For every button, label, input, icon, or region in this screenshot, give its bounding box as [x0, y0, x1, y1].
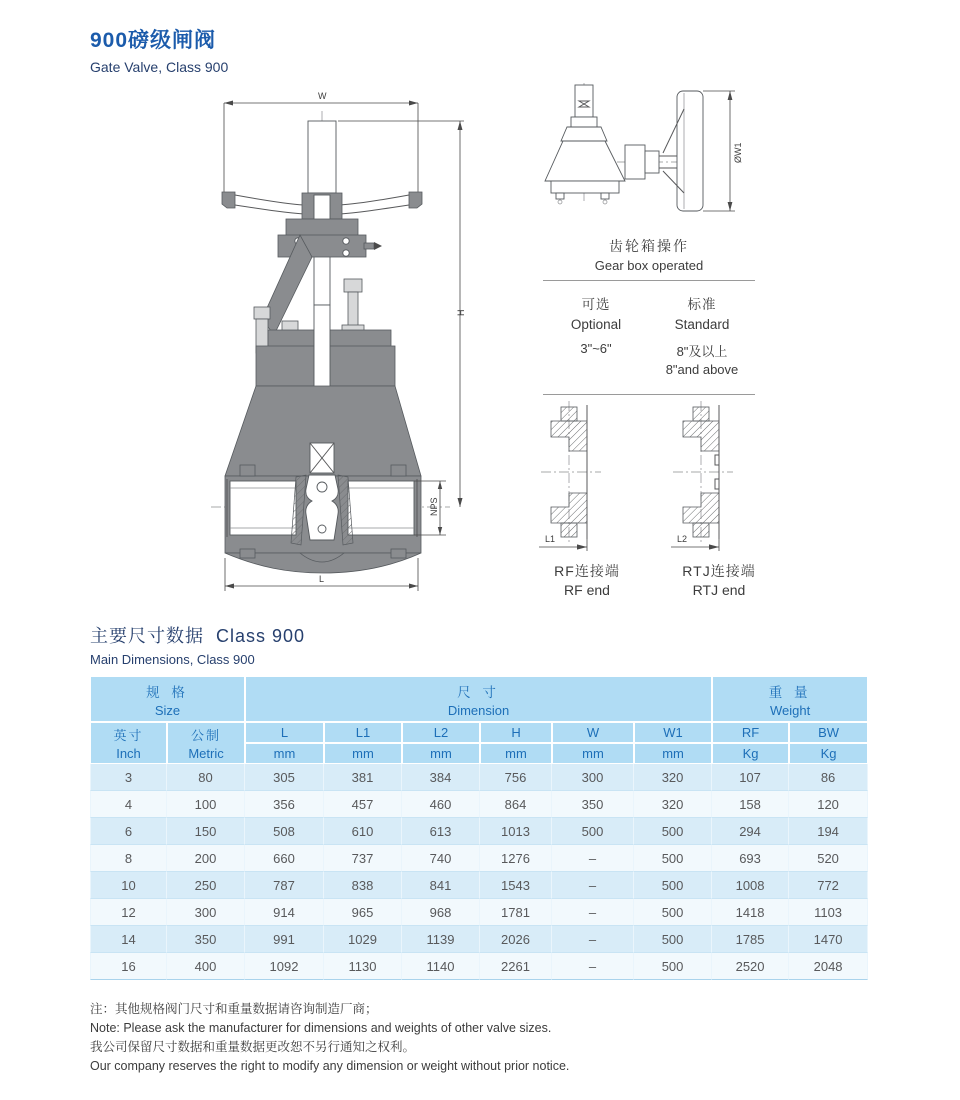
table-cell: 500: [552, 818, 634, 845]
table-cell: 10: [90, 872, 167, 899]
standard-sizes-zh: 8"及以上: [676, 344, 728, 359]
table-cell: 100: [167, 791, 245, 818]
table-cell: 294: [712, 818, 789, 845]
dim-label-h: H: [456, 309, 466, 316]
section-subtitle: Main Dimensions, Class 900: [90, 652, 255, 667]
table-cell: 610: [324, 818, 402, 845]
table-cell: 1781: [480, 899, 552, 926]
unit-H: mm: [480, 743, 552, 764]
table-cell: 350: [167, 926, 245, 953]
optional-label-zh: 可选: [581, 297, 611, 312]
column-header-RF: RF: [712, 722, 789, 743]
table-cell: 120: [789, 791, 868, 818]
rf-caption-zh: RF连接端: [554, 563, 620, 579]
dimension-group-zh: 尺 寸: [457, 684, 500, 700]
section-title-zh: 主要尺寸数据: [90, 626, 204, 646]
flange-figures: [543, 399, 755, 617]
table-cell: 841: [402, 872, 480, 899]
dim-label-l1: L1: [545, 534, 556, 544]
table-cell: 1029: [324, 926, 402, 953]
rtj-flange-drawing: [671, 399, 743, 555]
section-title-block: [90, 622, 305, 667]
optional-label-en: Optional: [570, 317, 622, 332]
rf-caption-en: RF end: [564, 582, 610, 598]
table-cell: 968: [402, 899, 480, 926]
table-cell: –: [552, 899, 634, 926]
table-cell: 740: [402, 845, 480, 872]
table-cell: 500: [634, 953, 712, 980]
page-subtitle: Gate Valve, Class 900: [90, 59, 229, 75]
table-row: [90, 791, 868, 818]
dimension-group-en: Dimension: [447, 702, 510, 718]
table-cell: 250: [167, 872, 245, 899]
page-title-block: [90, 24, 228, 75]
table-cell: 914: [245, 899, 324, 926]
weight-group-en: Weight: [769, 702, 811, 718]
table-cell: 1139: [402, 926, 480, 953]
table-cell: 4: [90, 791, 167, 818]
weight-group-zh: 重 量: [768, 684, 812, 700]
table-row: [90, 872, 868, 899]
unit-BW: Kg: [789, 743, 868, 764]
unit-W: mm: [552, 743, 634, 764]
table-cell: 772: [789, 872, 868, 899]
table-row: [90, 818, 868, 845]
note-line-en2: Our company reserves the right to modify any dimension or weight without prior notice.: [90, 1059, 570, 1073]
rtj-caption-zh: RTJ连接端: [682, 563, 756, 579]
table-cell: 3: [90, 764, 167, 791]
table-cell: 2261: [480, 953, 552, 980]
unit-W1: mm: [634, 743, 712, 764]
table-cell: 300: [167, 899, 245, 926]
table-cell: 864: [480, 791, 552, 818]
table-cell: 1103: [789, 899, 868, 926]
table-cell: 194: [789, 818, 868, 845]
note-line-en1: Note: Please ask the manufacturer for dimensions and weights of other valve sizes.: [90, 1021, 552, 1035]
column-header-H: H: [480, 722, 552, 743]
table-cell: 320: [634, 791, 712, 818]
table-cell: –: [552, 926, 634, 953]
table-cell: 1543: [480, 872, 552, 899]
unit-L: mm: [245, 743, 324, 764]
table-body: [90, 764, 868, 980]
table-cell: 300: [552, 764, 634, 791]
note-line-zh2: 我公司保留尺寸数据和重量数据更改恕不另行通知之权利。: [90, 1040, 416, 1054]
table-cell: 500: [634, 899, 712, 926]
table-row: [90, 899, 868, 926]
table-cell: –: [552, 872, 634, 899]
table-row: [90, 845, 868, 872]
dim-label-w1: ØW1: [733, 142, 743, 163]
column-header-L1: L1: [324, 722, 402, 743]
table-cell: 8: [90, 845, 167, 872]
table-cell: 14: [90, 926, 167, 953]
gearbox-caption-en: Gear box operated: [594, 258, 704, 273]
column-header-W: W: [552, 722, 634, 743]
table-cell: 1140: [402, 953, 480, 980]
table-cell: 1092: [245, 953, 324, 980]
dim-label-l: L: [319, 574, 325, 584]
column-header-L: L: [245, 722, 324, 743]
table-cell: 1276: [480, 845, 552, 872]
section-title-class: Class 900: [216, 626, 306, 646]
table-row: [90, 953, 868, 980]
size-group-zh: 规 格: [146, 684, 189, 700]
table-cell: 384: [402, 764, 480, 791]
standard-label-zh: 标准: [687, 297, 717, 312]
table-cell: 660: [245, 845, 324, 872]
table-cell: 787: [245, 872, 324, 899]
valve-cross-section-drawing: [128, 83, 478, 615]
table-cell: 613: [402, 818, 480, 845]
table-cell: 1130: [324, 953, 402, 980]
column-header-inch: [90, 722, 167, 764]
option-standard: [649, 289, 755, 377]
inch-en: Inch: [116, 746, 141, 761]
note-line-zh1: 注：其他规格阀门尺寸和重量数据请咨询制造厂商；: [90, 1002, 378, 1016]
table-cell: 756: [480, 764, 552, 791]
column-group-weight: [712, 676, 868, 722]
table-cell: 1418: [712, 899, 789, 926]
unit-RF: Kg: [712, 743, 789, 764]
column-header-W1: W1: [634, 722, 712, 743]
table-cell: 305: [245, 764, 324, 791]
table-cell: 1470: [789, 926, 868, 953]
table-cell: 86: [789, 764, 868, 791]
table-cell: –: [552, 953, 634, 980]
size-group-en: Size: [154, 702, 181, 718]
table-cell: 991: [245, 926, 324, 953]
table-row: [90, 926, 868, 953]
divider-line: [543, 394, 755, 395]
column-header-BW: BW: [789, 722, 868, 743]
table-cell: 16: [90, 953, 167, 980]
table-cell: 381: [324, 764, 402, 791]
option-optional: [543, 289, 649, 377]
right-column: [543, 83, 755, 617]
inch-zh: 英寸: [113, 728, 144, 743]
table-cell: 500: [634, 926, 712, 953]
table-cell: 6: [90, 818, 167, 845]
table-cell: 457: [324, 791, 402, 818]
operation-options: [543, 281, 755, 387]
dim-label-l2: L2: [677, 534, 688, 544]
optional-sizes: 3"~6": [580, 341, 612, 356]
standard-sizes-en: 8"and above: [665, 362, 739, 377]
dim-label-w: W: [318, 91, 327, 101]
rf-flange-drawing: [539, 399, 611, 555]
table-cell: 12: [90, 899, 167, 926]
gearbox-drawing: [543, 83, 755, 233]
table-cell: 1008: [712, 872, 789, 899]
table-cell: 80: [167, 764, 245, 791]
metric-en: Metric: [188, 746, 224, 761]
notes-block: [90, 1000, 810, 1076]
table-cell: 838: [324, 872, 402, 899]
table-cell: 1785: [712, 926, 789, 953]
column-group-size: [90, 676, 245, 722]
column-header-L2: L2: [402, 722, 480, 743]
table-cell: 150: [167, 818, 245, 845]
table-cell: 460: [402, 791, 480, 818]
rf-flange-figure: [539, 399, 635, 598]
rtj-caption-en: RTJ end: [692, 582, 746, 598]
table-cell: 350: [552, 791, 634, 818]
table-cell: 356: [245, 791, 324, 818]
dimensions-table: [90, 676, 868, 980]
rtj-flange-figure: [671, 399, 767, 598]
column-group-dimension: [245, 676, 712, 722]
table-cell: 693: [712, 845, 789, 872]
table-cell: 508: [245, 818, 324, 845]
table-cell: 520: [789, 845, 868, 872]
column-header-metric: [167, 722, 245, 764]
table-cell: 2048: [789, 953, 868, 980]
section-title: [90, 622, 305, 648]
table-cell: 2026: [480, 926, 552, 953]
table-cell: 500: [634, 872, 712, 899]
table-cell: 320: [634, 764, 712, 791]
table-cell: 500: [634, 818, 712, 845]
table-cell: 158: [712, 791, 789, 818]
table-row: [90, 764, 868, 791]
dimensions-table-wrap: [90, 676, 868, 980]
gearbox-caption-zh: 齿轮箱操作: [609, 238, 689, 254]
table-cell: 737: [324, 845, 402, 872]
table-cell: 200: [167, 845, 245, 872]
table-cell: 965: [324, 899, 402, 926]
dim-label-nps: NPS: [429, 497, 439, 516]
unit-L1: mm: [324, 743, 402, 764]
table-cell: 107: [712, 764, 789, 791]
unit-L2: mm: [402, 743, 480, 764]
table-cell: 500: [634, 845, 712, 872]
standard-label-en: Standard: [674, 317, 730, 332]
table-cell: –: [552, 845, 634, 872]
table-cell: 2520: [712, 953, 789, 980]
page-title: 900磅级闸阀: [90, 29, 217, 52]
metric-zh: 公制: [191, 728, 222, 743]
table-cell: 400: [167, 953, 245, 980]
table-cell: 1013: [480, 818, 552, 845]
